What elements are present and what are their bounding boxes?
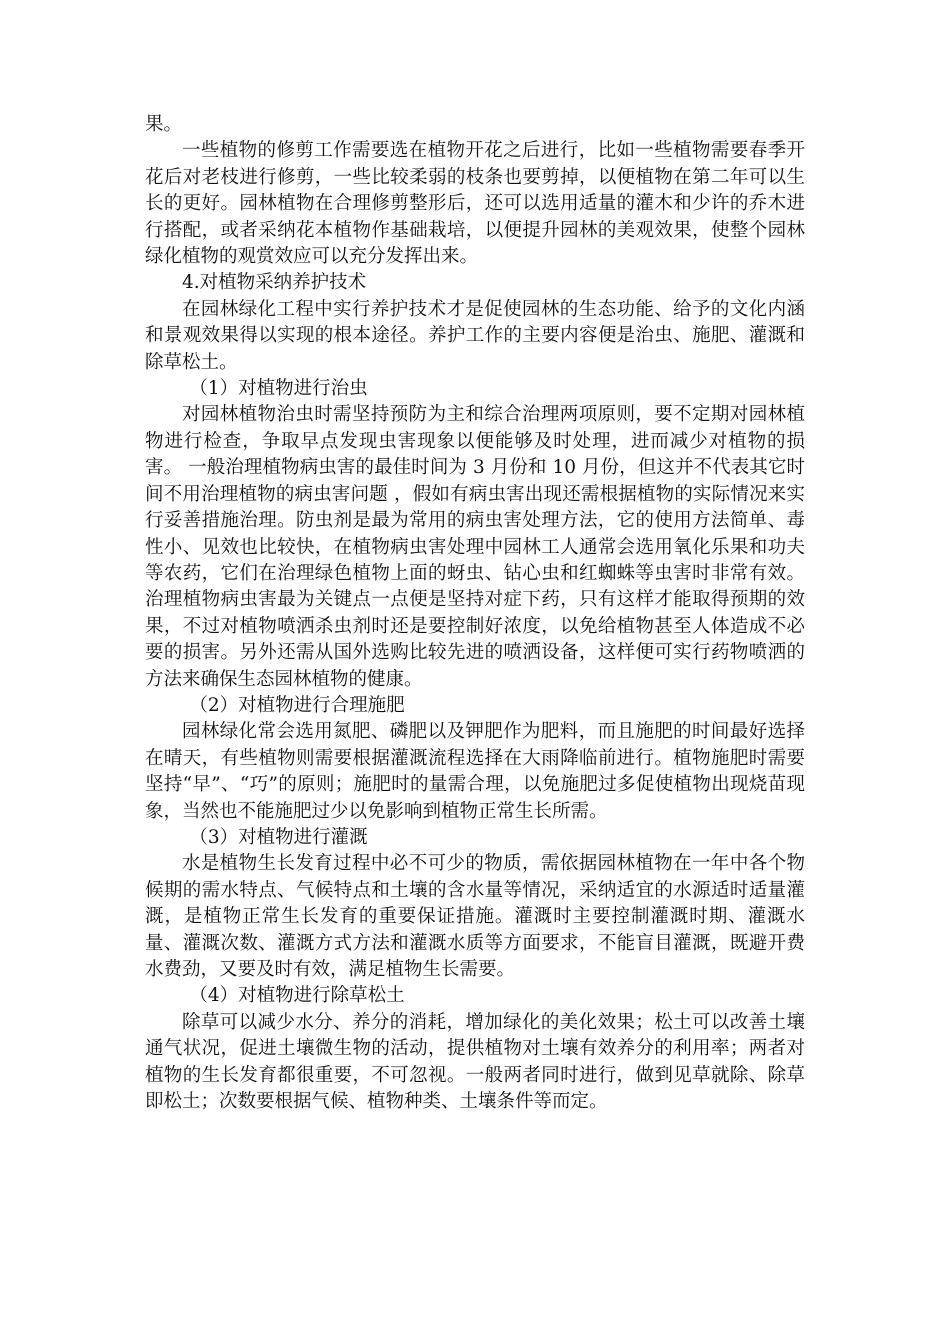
section-heading-maintenance: 4.对植物采纳养护技术 bbox=[182, 272, 367, 294]
subheading-weeding: （4）对植物进行除草松土 bbox=[189, 985, 405, 1007]
paragraph-continuation: 果。 bbox=[145, 114, 183, 135]
document-page bbox=[145, 112, 805, 1115]
paragraph-pruning: 一些植物的修剪工作需要选在植物开花之后进行，比如一些植物需要春季开花后对老枝进行修剪，一些比较柔弱的枝条也要剪掉，以便植物在第二年可以生长的更好。园林植物在合理修剪整形后，还可以选用适量的灌木和少许的乔木进行搭配，或者采纳花本植物作基础栽培，以便提升园林的美观效果，使整个园林绿化植物的观赏效应可以充分发挥出来。 bbox=[145, 140, 805, 268]
paragraph-fertilizing: 园林绿化常会选用氮肥、磷肥以及钾肥作为肥料，而且施肥的时间最好选择在晴天，有些植物则需要根据灌溉流程选择在大雨降临前进行。植物施肥时需要坚持“早”、“巧”的原则；施肥时的量需合理，以免施肥过多促使植物出现烧苗现象，当然也不能施肥过少以免影响到植物正常生长所需。 bbox=[145, 721, 805, 822]
subheading-irrigation: （3）对植物进行灌溉 bbox=[189, 826, 368, 848]
paragraph-pest-control: 对园林植物治虫时需坚持预防为主和综合治理两项原则，要不定期对园林植物进行检查，争取早点发现虫害现象以便能够及时处理，进而减少对植物的损害。 一般治理植物病虫害的最佳时间为 3 月份和 10 月份，但这并不代表其它时间不用治理植物的病虫害问题 ，假如有病虫害出现还需根据植物的实际情况来实行妥善措施治理。防虫剂是最为常用的病虫害处理方法，它的使用方法简单、毒性小、见效也比较快，在植物病虫害处理中园林工人通常会选用氧化乐果和功夫等农药，它们在治理绿色植物上面的蚜虫、钻心虫和红蜘蛛等虫害时非常有效。 治理植物病虫害最为关键点一点便是坚持对症下药，只有这样才能取得预期的效果，不过对植物喷洒杀虫剂时还是要控制好浓度，以免给植物甚至人体造成不必要的损害。另外还需从国外选购比较先进的喷洒设备，这样便可实行药物喷洒的方法来确保生态园林植物的健康。 bbox=[145, 404, 805, 690]
subheading-pest-control: （1）对植物进行治虫 bbox=[189, 378, 368, 400]
paragraph-irrigation: 水是植物生长发育过程中必不可少的物质，需依据园林植物在一年中各个物候期的需水特点、气候特点和土壤的含水量等情况，采纳适宜的水源适时适量灌溉，是植物正常生长发育的重要保证措施。灌溉时主要控制灌溉时期、灌溉水量、灌溉次数、灌溉方式方法和灌溉水质等方面要求，不能盲目灌溉，既避开费水费劲，又要及时有效，满足植物生长需要。 bbox=[145, 853, 805, 980]
paragraph-maintenance-intro: 在园林绿化工程中实行养护技术才是促使园林的生态功能、给予的文化内涵和景观效果得以实现的根本途径。养护工作的主要内容便是治虫、施肥、灌溉和除草松土。 bbox=[145, 298, 805, 373]
paragraph-weeding: 除草可以减少水分、养分的消耗，增加绿化的美化效果；松土可以改善土壤通气状况，促进土壤微生物的活动，提供植物对土壤有效养分的利用率；两者对植物的生长发育都很重要，不可忽视。一般两者同时进行，做到见草就除、除草即松土；次数要根据气候、植物种类、土壤条件等而定。 bbox=[145, 1011, 805, 1113]
subheading-fertilizing: （2）对植物进行合理施肥 bbox=[189, 694, 405, 716]
